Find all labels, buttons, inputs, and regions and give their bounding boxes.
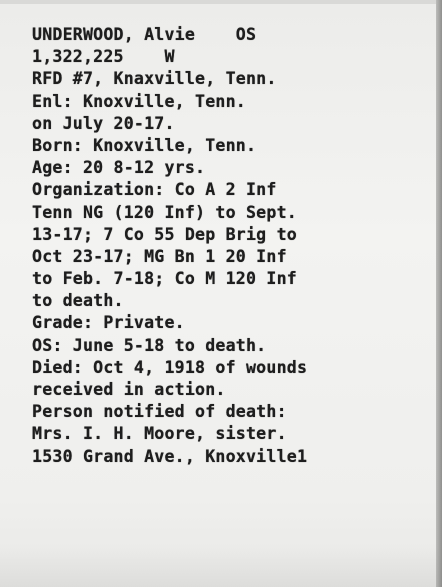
record-line-organization-5: to Feb. 7-18; Co M 120 Inf [32,269,297,289]
record-line-notified-2: Mrs. I. H. Moore, sister. [32,424,287,444]
record-line-death-2: received in action. [32,380,226,399]
record-line-organization-6: to death. [32,291,124,311]
record-line-organization-1: Organization: Co A 2 Inf [32,180,277,200]
record-line-enlistment-place: Enl: Knoxville, Tenn. [32,91,246,111]
record-line-organization-4: Oct 23-17; MG Bn 1 20 Inf [32,246,287,266]
record-line-enlistment-date: on July 20-17. [32,113,175,133]
record-line-residence: RFD #7, Knaxville, Tenn. [32,69,277,89]
record-line-death-1: Died: Oct 4, 1918 of wounds [32,357,308,377]
record-line-grade: Grade: Private. [32,313,185,333]
record-line-organization-3: 13-17; 7 Co 55 Dep Brig to [32,224,297,244]
record-line-serial-number: 1,322,225 W [32,47,175,67]
typed-record-text [32,24,307,468]
record-line-name: UNDERWOOD, Alvie OS [32,25,257,44]
card-top-edge [0,0,442,4]
record-line-age: Age: 20 8-12 yrs. [32,158,206,178]
record-line-notified-1: Person notified of death: [32,402,287,422]
card-bottom-shading [0,547,442,587]
record-line-organization-2: Tenn NG (120 Inf) to Sept. [32,202,297,222]
card-right-edge [436,0,442,587]
record-line-overseas-service: OS: June 5-18 to death. [32,335,267,355]
record-line-notified-address: 1530 Grand Ave., Knoxville1 [32,446,308,466]
record-line-birthplace: Born: Knoxville, Tenn. [32,135,257,155]
